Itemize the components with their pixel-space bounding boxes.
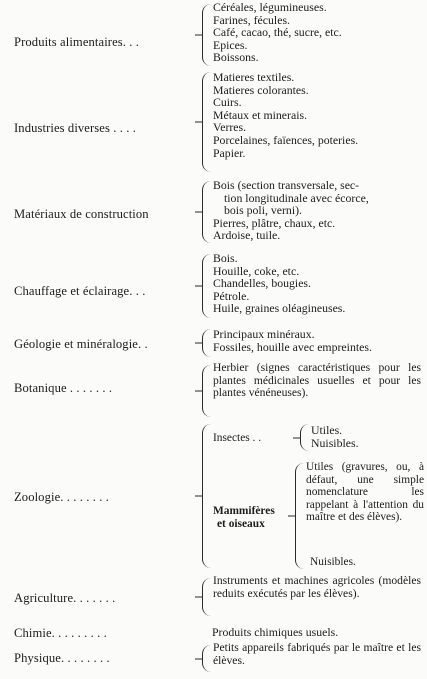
brace bbox=[202, 424, 212, 568]
category-materiaux-construction: Matériaux de construction bbox=[14, 207, 149, 221]
brace bbox=[300, 424, 310, 451]
botanique-description: Herbier (signes caractéristiques pour les plantes médicinales usuelles et pour les plantes vénéneuses). bbox=[213, 361, 421, 400]
item-list-geologie-mineralogie bbox=[213, 328, 372, 353]
brace bbox=[202, 4, 212, 66]
item-list-materiaux-construction bbox=[213, 179, 369, 242]
brace bbox=[202, 254, 212, 318]
category-botanique: Botanique . . . . . . . bbox=[14, 381, 113, 395]
category-produits-alimentaires: Produits alimentaires. . . bbox=[14, 35, 140, 49]
list-item: Matieres textiles. bbox=[213, 70, 295, 84]
insectes-label: Insectes . . bbox=[213, 432, 262, 444]
list-item: Café, cacao, thé, sucre, etc. bbox=[213, 25, 342, 40]
mammiferes-label-line1: Mammifères bbox=[213, 505, 275, 517]
item-list-insectes bbox=[311, 424, 359, 449]
list-item: Boissons. bbox=[213, 50, 259, 65]
item-list-produits-alimentaires bbox=[213, 1, 342, 64]
brace bbox=[202, 578, 212, 616]
list-item: Matieres colorantes. bbox=[213, 82, 309, 97]
list-item: Verres. bbox=[213, 120, 247, 135]
physique-description: Petits appareils fabriqués par le maître et les élèves. bbox=[213, 641, 421, 667]
list-item: Epices. bbox=[213, 37, 248, 52]
item-list-chauffage-eclairage bbox=[213, 252, 345, 315]
list-item: Céréales, légumineuses. bbox=[213, 0, 327, 14]
brace bbox=[202, 329, 212, 357]
mammiferes-label-line2: et oiseaux bbox=[217, 518, 265, 530]
list-item: Papier. bbox=[213, 145, 246, 160]
list-item: Farines, fécules. bbox=[213, 12, 290, 27]
category-zoologie: Zoologie. . . . . . . . bbox=[14, 490, 109, 504]
list-item: Houille, coke, etc. bbox=[213, 263, 300, 278]
list-item: Nuisibles. bbox=[311, 435, 359, 450]
list-item: Utiles. bbox=[311, 423, 343, 437]
brace bbox=[202, 181, 212, 243]
list-item: Porcelaines, faïences, poteries. bbox=[213, 132, 359, 147]
brace bbox=[295, 463, 305, 569]
list-item: Bois (section transversale, sec- bbox=[213, 178, 360, 192]
list-item: Bois. bbox=[213, 251, 238, 265]
category-chauffage-eclairage: Chauffage et éclairage. . . bbox=[14, 284, 146, 298]
category-chimie: Chimie. . . . . . . . . bbox=[14, 626, 107, 640]
category-industries-diverses: Industries diverses . . . . bbox=[14, 121, 136, 135]
category-physique: Physique. . . . . . . . bbox=[14, 651, 110, 665]
list-item: Principaux minéraux. bbox=[213, 327, 315, 341]
list-item: Chandelles, bougies. bbox=[213, 276, 311, 291]
chimie-description: Produits chimiques usuels. bbox=[212, 625, 339, 639]
brace bbox=[202, 645, 212, 672]
agriculture-description: Instruments et machines agricoles (modèles reduits exécutés par les élèves). bbox=[213, 574, 421, 600]
list-item: Huile, graines oléagineuses. bbox=[213, 301, 346, 316]
list-item: Ardoise, tuile. bbox=[213, 228, 281, 243]
list-item: Pierres, plâtre, chaux, etc. bbox=[213, 215, 336, 230]
brace bbox=[202, 72, 212, 172]
category-geologie-mineralogie: Géologie et minéralogie. . bbox=[14, 337, 148, 351]
category-agriculture: Agriculture. . . . . . . bbox=[14, 591, 116, 605]
mammiferes-nuisibles: Nuisibles. bbox=[310, 556, 356, 568]
list-item: Pétrole. bbox=[213, 288, 250, 303]
item-list-industries-diverses bbox=[213, 71, 358, 159]
list-item: Métaux et minerais. bbox=[213, 107, 308, 122]
list-item: Cuirs. bbox=[213, 95, 242, 110]
list-item: Fossiles, houille avec empreintes. bbox=[213, 339, 372, 354]
brace bbox=[202, 365, 212, 417]
mammiferes-utiles: Utiles (gravures, ou, à défaut, une simple nomenclature les rappelant à l'attention du maître et des élèves). bbox=[306, 461, 424, 524]
list-item: tion longitudinale avec écorce, bbox=[224, 190, 369, 205]
list-item: bois poli, verni). bbox=[224, 203, 302, 218]
